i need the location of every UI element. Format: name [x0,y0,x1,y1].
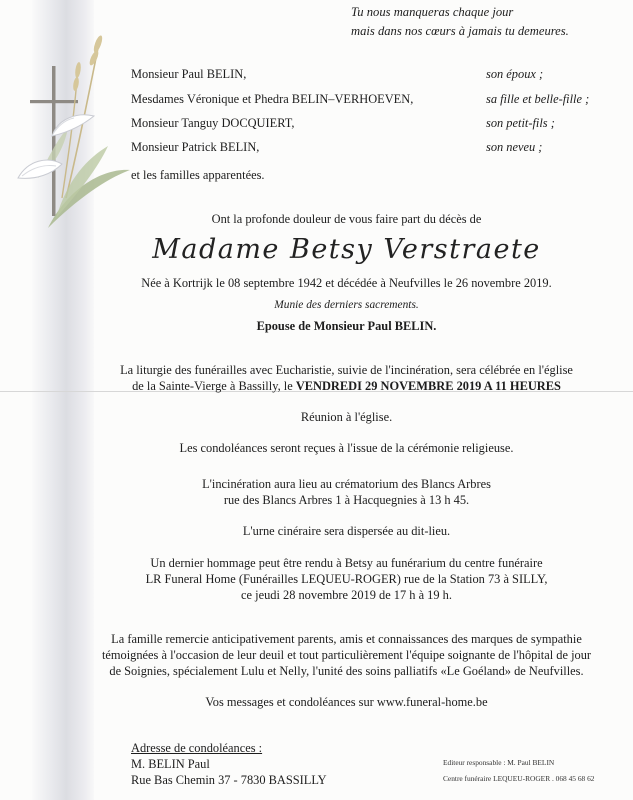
family-row [131,67,601,85]
liturgy-line-2 [60,379,633,394]
liturgy-date-time: VENDREDI 29 NOVEMBRE 2019 A 11 HEURES [295,379,561,393]
family-row [131,116,601,134]
poem-line-2: mais dans nos cœurs à jamais tu demeures. [351,24,569,38]
family-row [131,92,601,110]
family-member-relation: son neveu ; [486,140,543,154]
cremation-line-1: L'incinération aura lieu au crématorium des Blancs Arbres [202,477,491,491]
family-member-name: Mesdames Véronique et Phedra BELIN–VERHOEVEN, [131,92,414,106]
tribute-line-1: Un dernier hommage peut être rendu à Betsy au funérarium du centre funéraire [150,556,543,570]
publisher-note: Editeur responsable : M. Paul BELIN [443,758,555,767]
cross-lily-wheat-illustration [8,28,138,238]
thanks-line-2: témoignées à l'occasion de leur deuil et tout particulièrement l'équipe soignante de l'hôpital de jour [101,648,592,662]
announcement-text: Ont la profonde douleur de vous faire part du décès de [211,212,482,226]
family-member-relation: son petit-fils ; [486,116,555,130]
families-line: et les familles apparentées. [131,168,265,182]
liturgy-place: de la Sainte-Vierge à Bassilly, le [132,379,296,393]
funeral-center-note: Centre funéraire LEQUEU-ROGER . 068 45 68 62 [443,774,595,783]
family-member-name: Monsieur Paul BELIN, [131,67,247,81]
tribute-line-2: LR Funeral Home (Funérailles LEQUEU-ROGER) rue de la Station 73 à SILLY, [145,572,548,586]
address-heading: Adresse de condoléances : [131,741,263,755]
birth-death-line: Née à Kortrijk le 08 septembre 1942 et décédée à Neufvilles le 26 novembre 2019. [141,276,552,290]
spouse-line: Epouse de Monsieur Paul BELIN. [256,319,437,333]
sacraments-line: Munie des derniers sacrements. [274,299,419,311]
family-member-relation: sa fille et belle-fille ; [486,92,590,106]
family-row [131,140,601,158]
poem-quote [351,3,569,41]
family-member-name: Monsieur Tanguy DOCQUIERT, [131,116,295,130]
tribute-line-3: ce jeudi 28 novembre 2019 de 17 h à 19 h. [241,588,452,602]
website-line: Vos messages et condoléances sur www.funeral-home.be [205,695,488,709]
address-name: M. BELIN Paul [131,757,210,771]
address-street: Rue Bas Chemin 37 - 7830 BASSILLY [131,773,327,787]
thanks-line-3: de Soignies, spécialement Lulu et Nelly, l'unité des soins palliatifs «Le Goéland» de Neufvilles. [109,664,584,678]
deceased-name: Madame Betsy Verstraete [152,234,541,265]
thanks-line-1: La famille remercie anticipativement parents, amis et connaissances des marques de sympathie [111,632,582,646]
cremation-line-2: rue des Blancs Arbres 1 à Hacquegnies à 13 h 45. [223,493,470,507]
meeting-line: Réunion à l'église. [300,410,393,424]
urn-line: L'urne cinéraire sera dispersée au dit-lieu. [242,524,451,538]
family-member-name: Monsieur Patrick BELIN, [131,140,260,154]
liturgy-line-1: La liturgie des funérailles avec Eucharistie, suivie de l'incinération, sera célébrée en l'église [120,363,573,377]
poem-line-1: Tu nous manqueras chaque jour [351,5,514,19]
family-member-relation: son époux ; [486,67,544,81]
condolences-note: Les condoléances seront reçues à l'issue de la cérémonie religieuse. [179,441,514,455]
